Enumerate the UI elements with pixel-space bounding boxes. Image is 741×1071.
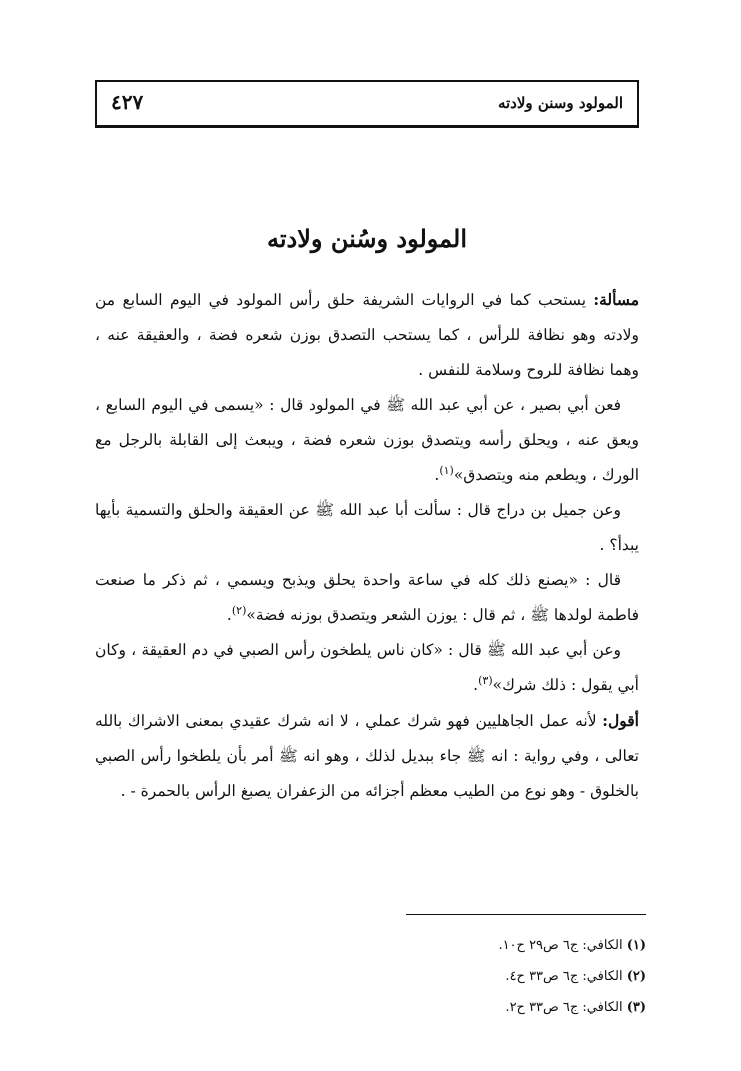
paragraph-text: قال : «يصنع ذلك كله في ساعة واحدة يحلق ويذبح ويسمي ، ثم ذكر ما صنعت فاطمة لولدها ﷺ ، ثم قال : يوزن الشعر ويتصدق بوزنه فضة» <box>95 571 639 624</box>
paragraph-text: فعن أبي بصير ، عن أبي عبد الله ﷺ في المولود قال : «يسمى في اليوم السابع ، ويعق عنه ، ويحلق رأسه ويتصدق بوزن شعره فضة ، ويبعث إلى القابلة بالرجل مع الورك ، ويطعم منه ويتصدق» <box>95 396 639 484</box>
footnotes <box>102 930 646 1023</box>
issue-label: مسألة: <box>593 290 639 309</box>
paragraph-issue <box>95 282 639 388</box>
footnote <box>102 930 646 961</box>
footnote-text: الكافي: ج٦ ص٣٣ ح٤. <box>505 969 623 984</box>
paragraph-text: وعن أبي عبد الله ﷺ قال : «كان ناس يلطخون رأس الصبي في دم العقيقة ، وكان أبي يقول : ذلك شرك» <box>95 641 639 694</box>
footnote-text: الكافي: ج٦ ص٢٩ ح١٠. <box>498 938 623 953</box>
paragraph-text: وعن جميل بن دراج قال : سألت أبا عبد الله ﷺ عن العقيقة والحلق والتسمية بأيها يبدأ؟ . <box>95 501 639 554</box>
chapter-title: المولود وسُنن ولادته <box>266 224 468 253</box>
page-number: ٤٢٧ <box>111 90 144 114</box>
paragraph-narration-1 <box>95 388 639 493</box>
paragraph-narration-2 <box>95 493 639 563</box>
footnote-ref: (٣) <box>478 673 493 687</box>
footnote-ref: (٢) <box>231 603 247 617</box>
footnote-number: (١) <box>626 938 646 953</box>
paragraph-narration-3 <box>95 563 639 633</box>
paragraph-end: . <box>226 606 232 624</box>
paragraph-text: لأنه عمل الجاهليين فهو شرك عملي ، لا انه شرك عقيدي بمعنى الاشراك بالله تعالى ، وفي رواية : انه ﷺ جاء ببديل لذلك ، وهو انه ﷺ أمر بأن يلطخوا رأس الصبي بالخلوق - وهو نوع من الطيب معظم أجزائه من الزعفران يصبغ الرأس بالحمرة - . <box>95 712 639 800</box>
footnote-ref: (١) <box>439 463 454 477</box>
footnote <box>102 961 646 992</box>
running-title: المولود وسنن ولادته <box>497 94 623 112</box>
running-header <box>95 80 639 128</box>
footnote-text: الكافي: ج٦ ص٣٣ ح٢. <box>505 1000 623 1015</box>
paragraph-comment <box>95 703 639 809</box>
comment-label: أقول: <box>602 711 639 730</box>
footnote-number: (٣) <box>626 1000 646 1015</box>
paragraph-narration-4 <box>95 633 639 703</box>
footnote-number: (٢) <box>626 969 646 984</box>
paragraph-end: . <box>434 466 440 484</box>
footnote-divider <box>406 914 646 915</box>
body-text <box>95 282 639 809</box>
paragraph-text: يستحب كما في الروايات الشريفة حلق رأس المولود في اليوم السابع من ولادته وهو نظافة للرأس ، كما يستحب التصدق بوزن شعره فضة ، والعقيقة عنه ، وهما نظافة للروح وسلامة للنفس . <box>95 291 639 379</box>
footnote <box>102 992 646 1023</box>
paragraph-end: . <box>473 676 479 694</box>
